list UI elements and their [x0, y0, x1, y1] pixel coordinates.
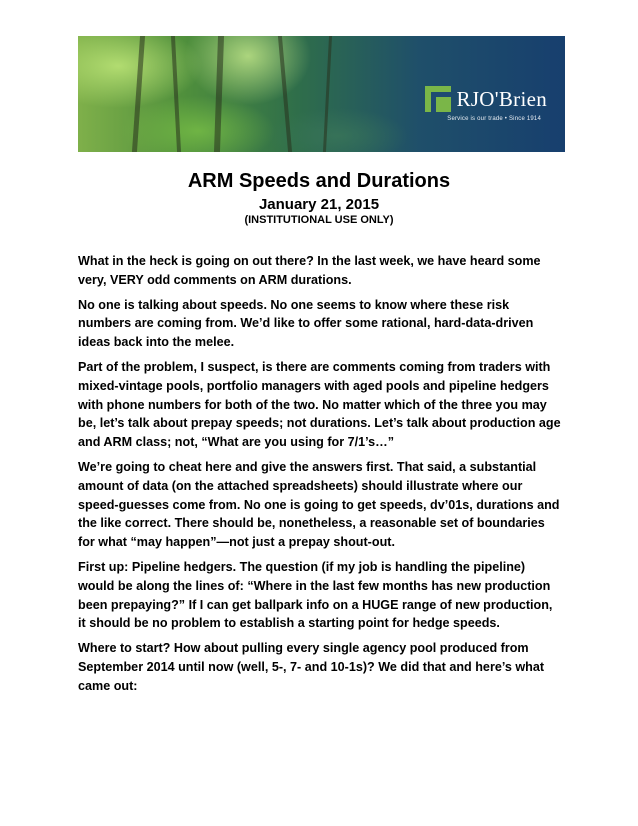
page-title: ARM Speeds and Durations	[187, 170, 451, 192]
paragraph: Where to start? How about pulling every single agency pool produced from September 2014 until now (well, 5-, 7- and 10-1s)? We did that and here’s what came out:	[78, 641, 545, 693]
logo-tagline: Service is our trade • Since 1914	[447, 116, 541, 122]
report-date: January 21, 2015	[258, 196, 380, 213]
usage-notice: (INSTITUTIONAL USE ONLY)	[244, 214, 394, 226]
article-body	[78, 252, 562, 702]
logo-mark-icon	[425, 86, 451, 112]
header-banner-image	[78, 36, 565, 152]
paragraph: Part of the problem, I suspect, is there are comments coming from traders with mixed-vintage pools, portfolio managers with aged pools and pipeline hedgers with phone numbers for both of the two. No matter which of the three you may be, let’s talk about prepay speeds; not durations. Let’s talk about production age and ARM class; not, “What are you using for 7/1’s…”	[78, 359, 561, 450]
paragraph: What in the heck is going on out there? In the last week, we have heard some very, VERY odd comments on ARM durations.	[78, 254, 541, 287]
paragraph: No one is talking about speeds. No one seems to know where these risk numbers are coming from. We’d like to offer some rational, hard-data-driven ideas back into the melee.	[78, 297, 534, 350]
logo-text: RJO'Brien	[456, 86, 547, 111]
paragraph: First up: Pipeline hedgers. The question (if my job is handling the pipeline) would be along the lines of: “Where in the last few months has new production been prepaying?” If I can get ballpark info on a HUGE range of new production, it should be no problem to establish a starting point for hedge speeds.	[78, 559, 553, 631]
rjobrien-logo	[425, 84, 547, 114]
paragraph: We’re going to cheat here and give the answers first. That said, a substantial amount of data (on the attached spreadsheets) should illustrate where our speed-guesses come from. No one is going to get speeds, dv’01s, durations and the like correct. There should be, nonetheless, a reasonable set of boundaries for what “may happen”—not just a prepay shout-out.	[78, 459, 560, 550]
